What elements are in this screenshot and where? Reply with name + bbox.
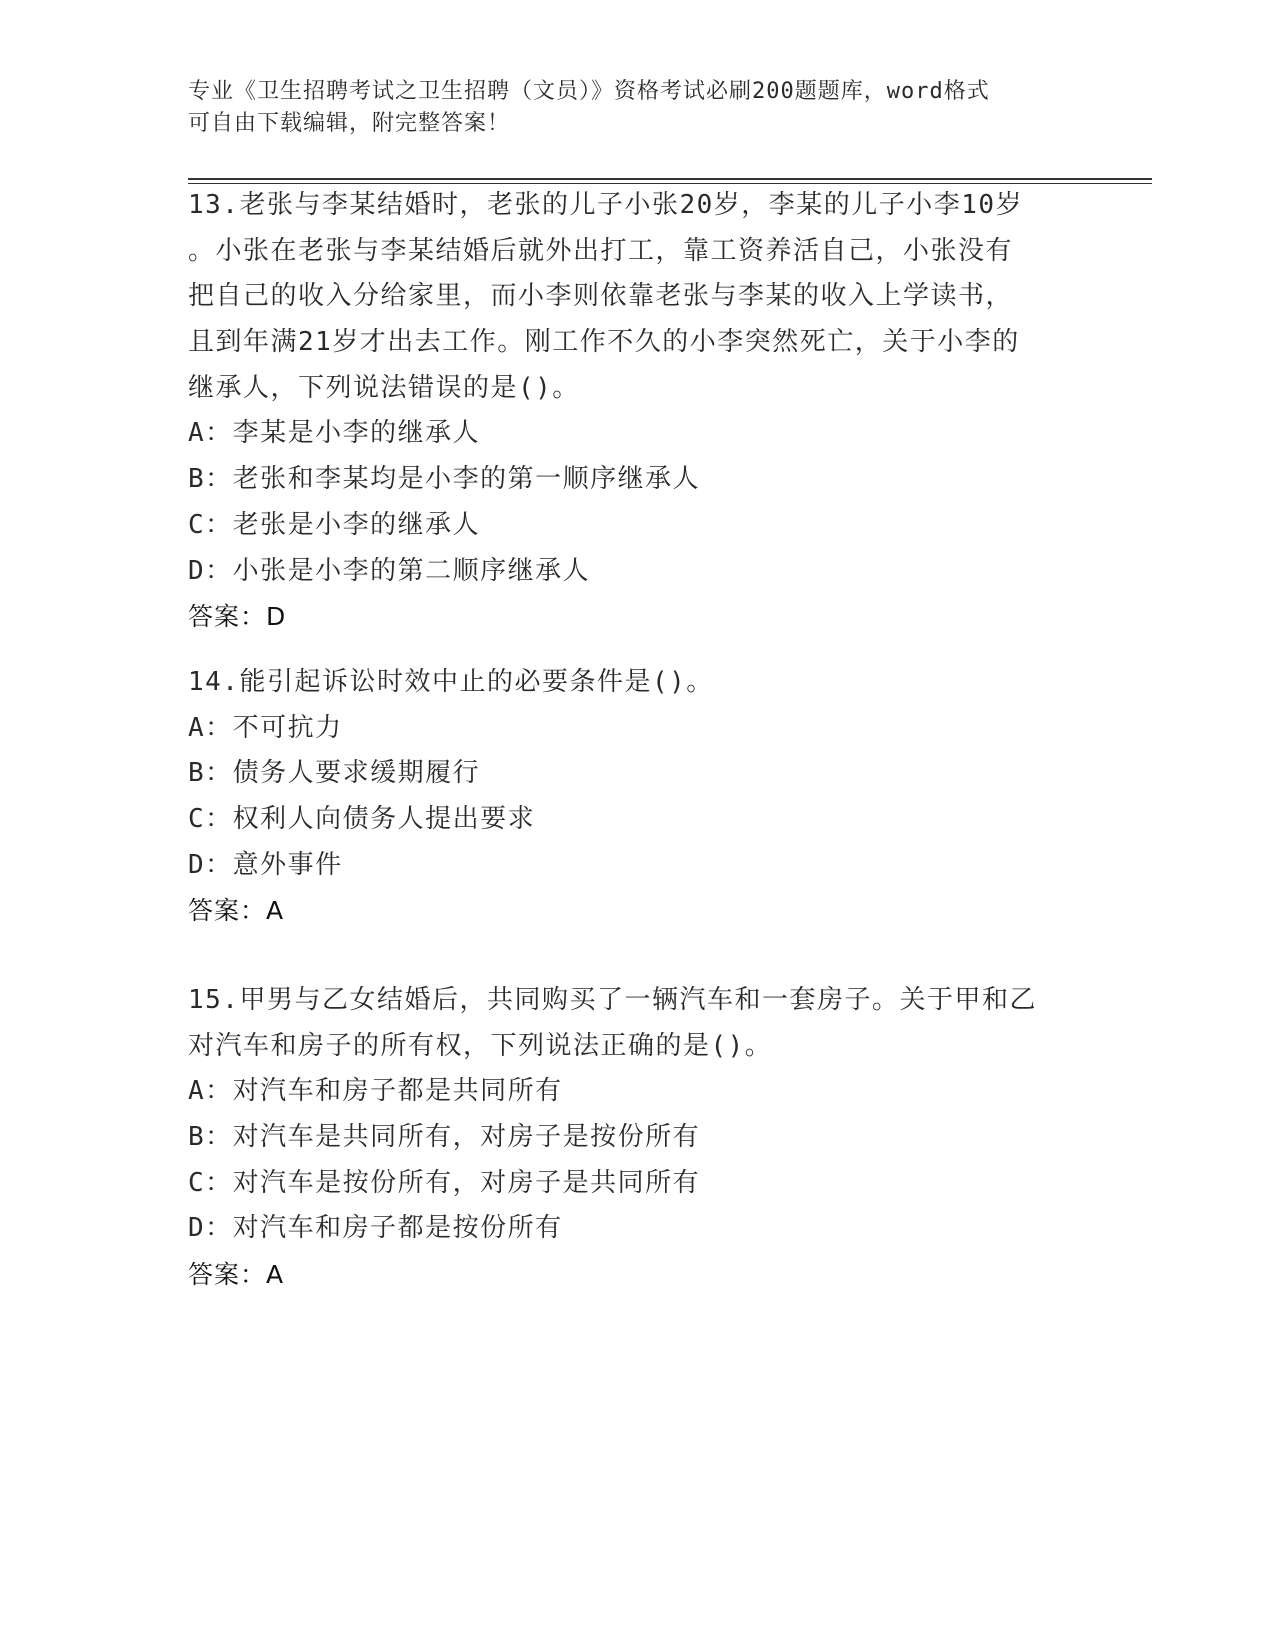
question-text bbox=[188, 183, 1088, 411]
option-d: D：意外事件 bbox=[188, 849, 343, 880]
question-text-line: 把自己的收入分给家里，而小李则依靠老张与李某的收入上学读书， bbox=[188, 281, 1014, 312]
option-c: C：老张是小李的继承人 bbox=[188, 509, 481, 540]
question-14 bbox=[188, 660, 1088, 934]
option-a: A：不可抗力 bbox=[188, 712, 343, 743]
option-b: B：债务人要求缓期履行 bbox=[188, 758, 481, 789]
question-text-line: 对汽车和房子的所有权，下列说法正确的是()。 bbox=[188, 1030, 773, 1061]
question-text-line: 且到年满21岁才出去工作。刚工作不久的小李突然死亡，关于小李的 bbox=[188, 327, 1020, 358]
header-line: 专业《卫生招聘考试之卫生招聘（文员）》资格考试必刷200题题库，word格式 bbox=[188, 79, 990, 104]
document-header bbox=[188, 76, 1068, 140]
question-text-line: 13.老张与李某结婚时，老张的儿子小张20岁，李某的儿子小李10岁 bbox=[188, 190, 1024, 220]
question-13 bbox=[188, 183, 1088, 640]
question-text-line: 14.能引起诉讼时效中止的必要条件是()。 bbox=[188, 667, 714, 697]
option-c: C：对汽车是按份所有，对房子是共同所有 bbox=[188, 1167, 701, 1198]
option-c: C：权利人向债务人提出要求 bbox=[188, 804, 536, 835]
option-d: D：对汽车和房子都是按份所有 bbox=[188, 1213, 563, 1244]
question-15 bbox=[188, 978, 1088, 1298]
answer: 答案：D bbox=[188, 602, 287, 632]
question-text bbox=[188, 660, 1088, 706]
header-divider bbox=[188, 178, 1152, 180]
question-text-line: 15.甲男与乙女结婚后，共同购买了一辆汽车和一套房子。关于甲和乙 bbox=[188, 985, 1037, 1015]
option-d: D：小张是小李的第二顺序继承人 bbox=[188, 555, 591, 586]
option-a: A：对汽车和房子都是共同所有 bbox=[188, 1076, 563, 1107]
answer: 答案：A bbox=[188, 1260, 285, 1290]
question-text-line: 。小张在老张与李某结婚后就外出打工，靠工资养活自己，小张没有 bbox=[188, 235, 1014, 266]
question-text bbox=[188, 978, 1088, 1069]
answer: 答案：A bbox=[188, 896, 285, 926]
option-b: B：老张和李某均是小李的第一顺序继承人 bbox=[188, 464, 701, 495]
header-line: 可自由下载编辑，附完整答案！ bbox=[188, 111, 511, 136]
question-text-line: 继承人，下列说法错误的是()。 bbox=[188, 372, 580, 403]
option-b: B：对汽车是共同所有，对房子是按份所有 bbox=[188, 1122, 701, 1153]
option-a: A：李某是小李的继承人 bbox=[188, 418, 481, 449]
